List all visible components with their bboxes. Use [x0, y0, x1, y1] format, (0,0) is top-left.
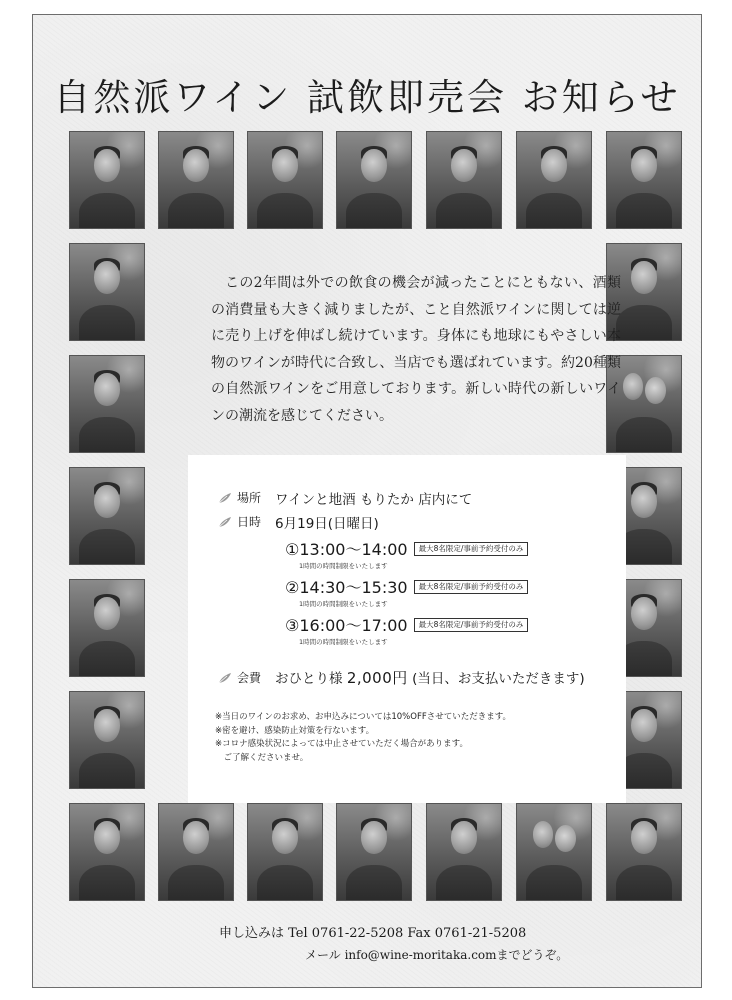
date-label: 日時	[237, 515, 262, 529]
contact-email: メール info@wine-moritaka.comまでどうぞ。	[305, 948, 569, 962]
leaf-icon	[218, 516, 232, 528]
winemaker-photo-top-5	[426, 131, 502, 229]
note-item: ※密を避け、感染防止対策を行ないます。	[215, 725, 375, 736]
leaf-icon	[218, 492, 232, 504]
venue-value: ワインと地酒 もりたか 店内にて	[275, 491, 473, 508]
winemaker-photo-bottom-7	[606, 803, 682, 901]
winemaker-photo-top-7	[606, 131, 682, 229]
winemaker-photo-left-2	[69, 355, 145, 453]
winemaker-photo-left-4	[69, 579, 145, 677]
note-item: ※当日のワインのお求め、お申込みについては10%OFFさせていただきます。	[215, 712, 512, 722]
intro-paragraph: この2年間は外での飲食の機会が減ったことにともない、酒類の消費量も大きく減りましたが、こと自然派ワインに関しては逆に売り上げを伸ばし続けています。身体にも地球にもやさしい本物のワインが時代に合致し、当店でも選ばれています。約20種類の自然派ワインをご用意しております。新しい時代の新しいワインの潮流を感じてください。	[211, 275, 621, 424]
winemaker-photo-top-4	[336, 131, 412, 229]
note-item: ご了解くださいませ。	[215, 752, 309, 763]
winemaker-photo-left-3	[69, 467, 145, 565]
time-slot-time: ①13:00〜14:00	[285, 540, 408, 559]
time-slot-limit-badge: 最大8名限定/事前予約受付のみ	[414, 542, 529, 556]
winemaker-photo-bottom-4	[336, 803, 412, 901]
page-title: 自然派ワイン 試飲即売会 お知らせ	[53, 76, 681, 119]
winemaker-photo-left-5	[69, 691, 145, 789]
date-value: 6月19日(日曜日)	[275, 515, 379, 532]
contact-phone-fax: 申し込みは Tel 0761-22-5208 Fax 0761-21-5208	[219, 926, 527, 941]
time-slot-limit-badge: 最大8名限定/事前予約受付のみ	[414, 618, 529, 632]
winemaker-photo-top-2	[158, 131, 234, 229]
winemaker-photo-top-6	[516, 131, 592, 229]
winemaker-photo-bottom-2	[158, 803, 234, 901]
notes-list	[215, 711, 511, 765]
note-item: ※コロナ感染状況によっては中止させていただく場合があります。	[215, 739, 468, 749]
event-details-panel	[188, 455, 626, 803]
time-slot-time: ③16:00〜17:00	[285, 616, 408, 635]
winemaker-photo-bottom-5	[426, 803, 502, 901]
time-slot-2	[285, 575, 528, 608]
time-slot-note: 1時間の時間制限をいたします	[299, 562, 388, 570]
time-slot-note: 1時間の時間制限をいたします	[299, 638, 388, 646]
winemaker-photo-bottom-3	[247, 803, 323, 901]
leaf-icon	[218, 672, 232, 684]
time-slot-note: 1時間の時間制限をいたします	[299, 600, 388, 608]
winemaker-photo-bottom-1	[69, 803, 145, 901]
winemaker-photo-top-1	[69, 131, 145, 229]
time-slot-1	[285, 537, 528, 570]
fee-label: 会費	[237, 671, 262, 685]
time-slot-limit-badge: 最大8名限定/事前予約受付のみ	[414, 580, 529, 594]
fee-row	[218, 667, 585, 688]
fee-suffix: (当日、お支払いただきます)	[412, 671, 585, 687]
flyer	[32, 14, 702, 988]
winemaker-photo-top-3	[247, 131, 323, 229]
fee-prefix: おひとり様	[275, 671, 343, 687]
fee-value	[275, 667, 585, 688]
venue-label: 場所	[237, 491, 262, 505]
winemaker-photo-bottom-6	[516, 803, 592, 901]
venue-row	[218, 487, 472, 508]
winemaker-photo-left-1	[69, 243, 145, 341]
fee-amount: 2,000円	[346, 669, 408, 687]
time-slot-time: ②14:30〜15:30	[285, 578, 408, 597]
time-slot-3	[285, 613, 528, 646]
date-row	[218, 511, 379, 532]
